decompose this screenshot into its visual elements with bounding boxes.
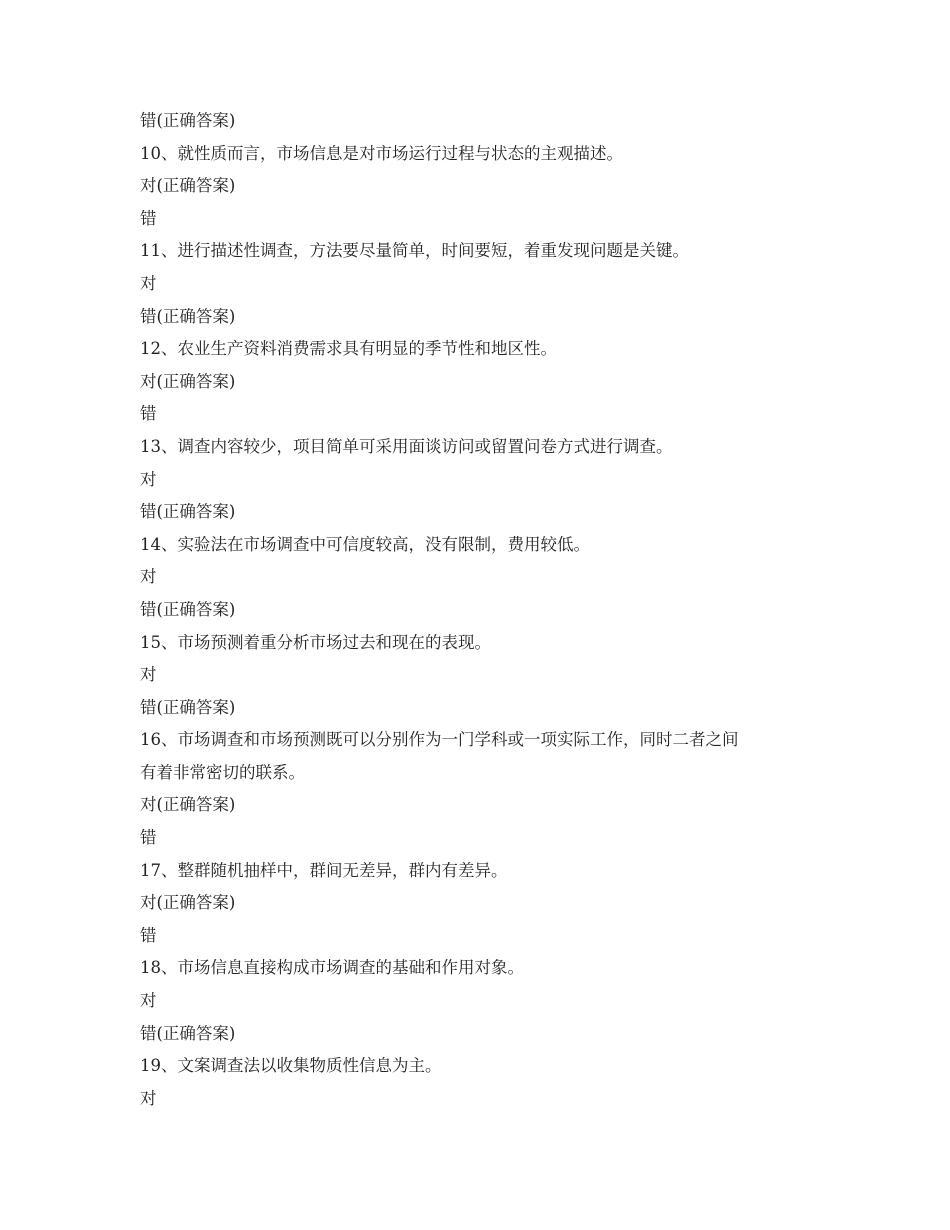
answer-option: 对(正确答案) xyxy=(140,893,236,913)
answer-option: 对 xyxy=(140,1088,157,1108)
answer-option: 错(正确答案) xyxy=(140,599,236,619)
question-18: 18、市场信息直接构成市场调查的基础和作用对象。 xyxy=(140,958,524,978)
question-10: 10、就性质而言，市场信息是对市场运行过程与状态的主观描述。 xyxy=(140,143,623,163)
answer-option: 对 xyxy=(140,567,157,587)
document-page xyxy=(140,105,830,1115)
answer-option: 错(正确答案) xyxy=(140,697,236,717)
question-16: 16、市场调查和市场预测既可以分别作为一门学科或一项实际工作，同时二者之间 xyxy=(140,730,739,750)
question-15: 15、市场预测着重分析市场过去和现在的表现。 xyxy=(140,632,491,652)
answer-option: 对 xyxy=(140,991,157,1011)
answer-option: 对 xyxy=(140,469,157,489)
answer-option: 对 xyxy=(140,665,157,685)
answer-option: 错(正确答案) xyxy=(140,502,236,522)
question-19: 19、文案调查法以收集物质性信息为主。 xyxy=(140,1056,442,1076)
answer-option: 对(正确答案) xyxy=(140,176,236,196)
answer-option: 错 xyxy=(140,208,157,228)
question-11: 11、进行描述性调查，方法要尽量简单，时间要短，着重发现问题是关键。 xyxy=(140,241,689,261)
answer-option: 错(正确答案) xyxy=(140,111,236,130)
question-13: 13、调查内容较少，项目简单可采用面谈访问或留置问卷方式进行调查。 xyxy=(140,436,673,456)
question-16-continued: 有着非常密切的联系。 xyxy=(140,762,305,782)
question-12: 12、农业生产资料消费需求具有明显的季节性和地区性。 xyxy=(140,339,557,359)
answer-option: 对(正确答案) xyxy=(140,795,236,815)
answer-option: 错 xyxy=(140,925,157,945)
answer-option: 错(正确答案) xyxy=(140,1023,236,1043)
question-17: 17、整群随机抽样中，群间无差异，群内有差异。 xyxy=(140,860,508,880)
question-14: 14、实验法在市场调查中可信度较高，没有限制，费用较低。 xyxy=(140,534,590,554)
answer-option: 错 xyxy=(140,404,157,424)
answer-option: 对(正确答案) xyxy=(140,371,236,391)
answer-option: 错(正确答案) xyxy=(140,306,236,326)
answer-option: 对 xyxy=(140,273,157,293)
answer-option: 错 xyxy=(140,828,157,848)
